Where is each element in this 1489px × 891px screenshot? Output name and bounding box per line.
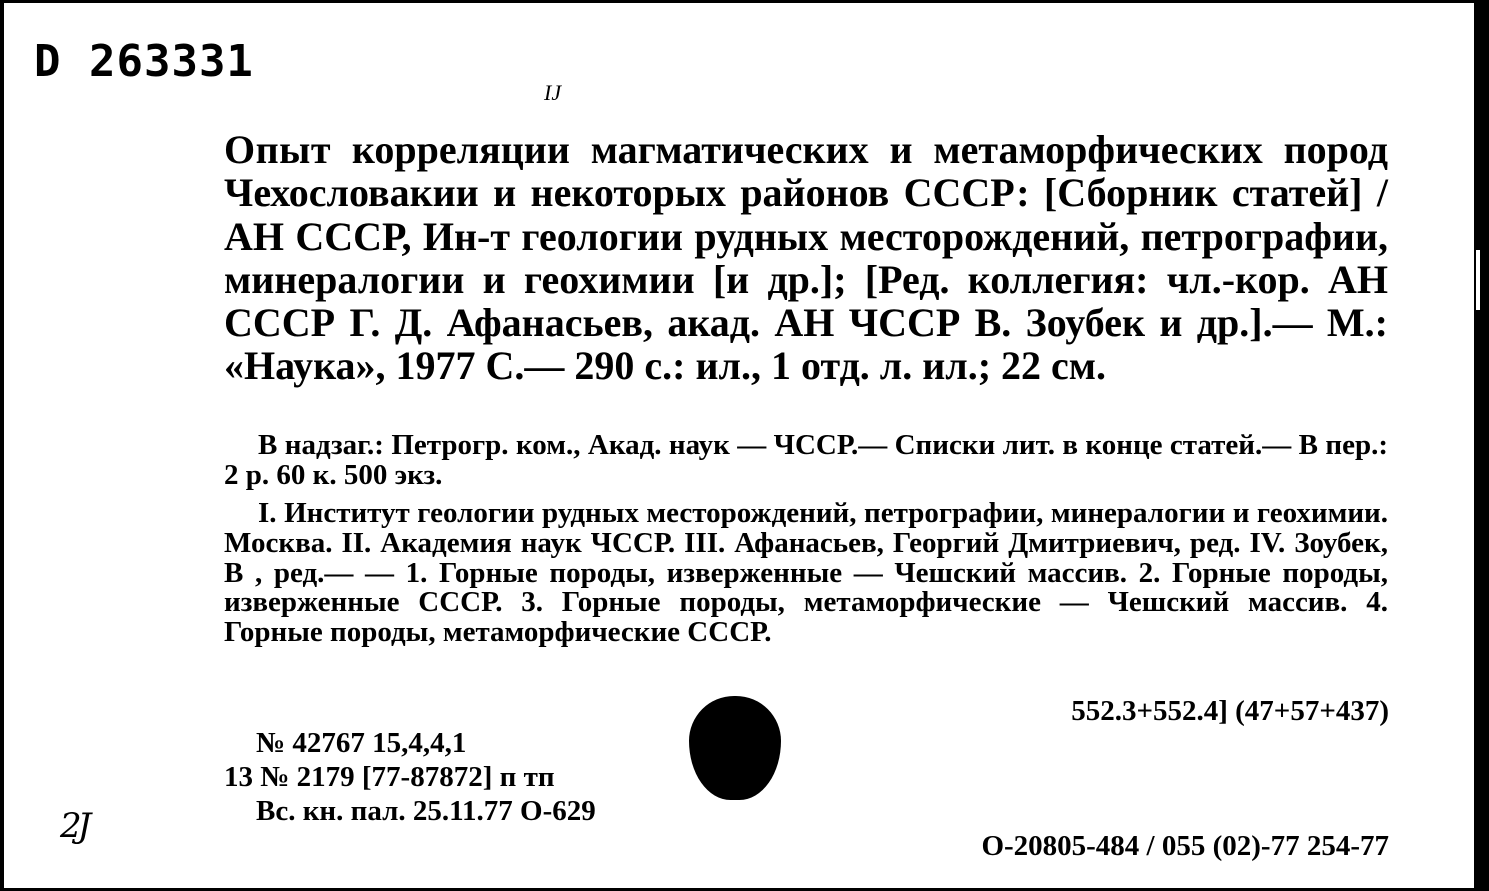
handwritten-mark: 2J — [60, 806, 88, 846]
small-mark: IJ — [544, 80, 562, 105]
notes-paragraph: В надзаг.: Петрогр. ком., Акад. наук — ЧССР.— Списки лит. в конце статей.— В пер.: 2 р. 60 к. 500 экз. — [224, 429, 1388, 491]
card-right-edge — [1474, 0, 1489, 891]
card-number: D 263331 — [34, 36, 254, 87]
registry-line: Вс. кн. пал. 25.11.77 О-629 — [256, 795, 596, 827]
registry-line: № 42767 15,4,4,1 — [256, 727, 467, 759]
registry-line: 13 № 2179 [77-87872] п тп — [224, 761, 555, 793]
card-code-line: О-20805-484 / 055 (02)-77 254-77 — [981, 830, 1389, 862]
card-edge-notch — [1476, 250, 1480, 310]
bibliographic-body: корреляции магматических и метаморфических пород Чехословакии и некоторых районов СССР: [Сборник статей] / АН СССР, Ин-т геологии рудных месторождений, петрографии, минералогии и геохимии [и др.]; [Ред. коллегия: чл.-кор. АН СССР Г. Д. Афанасьев, акад. АН ЧССР В. Зоубек и др.].— М.: «Наука», 1977 С.— 290 с.: ил., 1 отд. л. ил.; 22 см. — [224, 127, 1389, 389]
bibliographic-description — [224, 128, 1388, 388]
subject-headings-paragraph: I. Институт геологии рудных месторождений, петрографии, минералогии и геохимии. Москва. II. Академия наук ЧССР. III. Афанасьев, Георгий Дмитриевич, ред. IV. Зоубек, В , ред.— — 1. Горные породы, изверженные — Чешский массив. 2. Горные породы, изверженные СССР. 3. Горные породы, метаморфические — Чешский массив. 4. Горные породы, метаморфические СССР. — [224, 497, 1388, 649]
registry-block — [224, 726, 596, 828]
ink-blot — [689, 696, 781, 800]
title-lead-word: Опыт — [224, 127, 332, 172]
classification-index: 552.3+552.4] (47+57+437) — [1071, 695, 1389, 727]
